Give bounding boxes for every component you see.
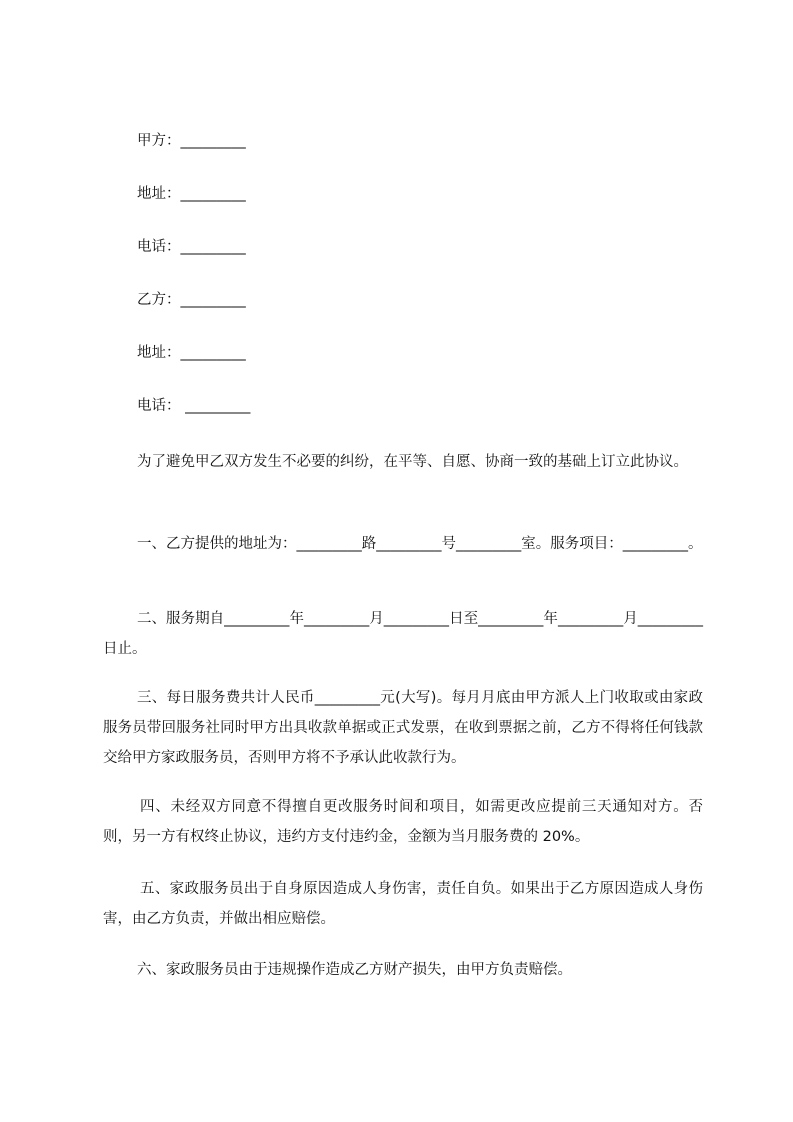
clause-5-personal-injury: 五、家政服务员出于自身原因造成人身伤害，责任自负。如果出于乙方原因造成人身伤害，由乙方负责，并做出相应赔偿。: [103, 881, 703, 927]
clause-1-address-and-service: 一、乙方提供的地址为：_________路_________号_________室。服务项目：_________。: [137, 536, 703, 552]
clause-6-property-damage: 六、家政服务员由于违规操作造成乙方财产损失，由甲方负责赔偿。: [137, 962, 572, 978]
clause-4-change-terms: 四、未经双方同意不得擅自更改服务时间和项目，如需更改应提前三天通知对方。否则，另一方有权终止协议，违约方支付违约金，金额为当月服务费的 20%。: [103, 799, 703, 845]
clause-3-service-fee: 三、每日服务费共计人民币_________元(大写)。每月月底由甲方派人上门收取或由家政服务员带回服务社同时甲方出具收款单据或正式发票，在收到票据之前，乙方不得将任何钱款交给甲方家政服务员，否则甲方将不予承认此收款行为。: [103, 690, 703, 766]
party-a-phone-line: 电话：_________: [137, 239, 246, 255]
party-b-phone-line: 电话： _________: [137, 398, 251, 414]
party-b-address-line: 地址：_________: [137, 345, 246, 361]
clause-2-service-period: 二、服务期自_________年_________月_________日至_________年_________月_________日止。: [103, 611, 703, 657]
party-a-address-line: 地址：_________: [137, 186, 246, 202]
party-b-name-line: 乙方：_________: [137, 292, 246, 308]
party-a-name-line: 甲方：_________: [137, 133, 246, 149]
intro-paragraph: 为了避免甲乙双方发生不必要的纠纷，在平等、自愿、协商一致的基础上订立此协议。: [137, 454, 688, 470]
